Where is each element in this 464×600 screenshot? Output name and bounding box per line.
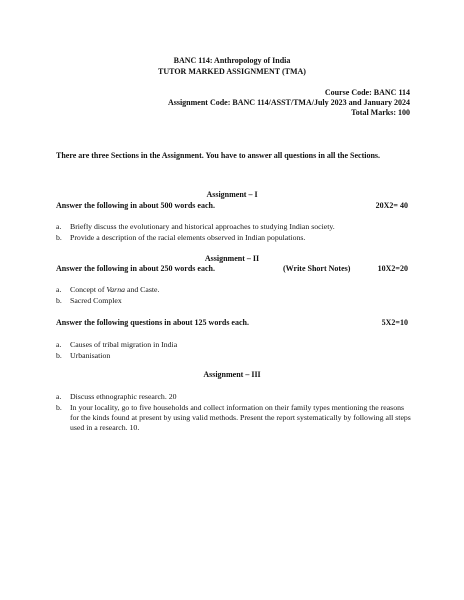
question-text: Provide a description of the racial elements observed in Indian populations.	[70, 233, 306, 242]
question-text: Concept of Varna and Caste.	[70, 285, 160, 294]
question-item	[56, 403, 412, 433]
question-item	[56, 340, 412, 350]
question-letter: a.	[56, 392, 62, 401]
question-letter: b.	[56, 233, 62, 242]
question-letter: a.	[56, 222, 62, 231]
question-item	[56, 392, 412, 402]
instruction-text: Answer the following questions in about 125 words each.	[56, 318, 249, 327]
question-item	[56, 296, 412, 306]
section-heading-2: Assignment – II	[204, 254, 260, 263]
question-letter: b.	[56, 403, 62, 412]
question-text: In your locality, go to five households and collect information on their family types mentioning the reasons for the kinds found at present by using valid methods. Present the report systematically by following all steps used in a research. 10.	[70, 403, 411, 432]
section-heading-1: Assignment – I	[206, 190, 258, 199]
marks-label: 10X2=20	[377, 264, 408, 273]
question-item	[56, 351, 412, 361]
instruction-text: Answer the following in about 500 words each.	[56, 201, 215, 210]
instruction-text: Answer the following in about 250 words each.	[56, 264, 215, 273]
marks-label: 5X2=10	[381, 318, 408, 327]
assignment-type-title: TUTOR MARKED ASSIGNMENT (TMA)	[158, 67, 306, 76]
question-letter: a.	[56, 340, 62, 349]
question-letter: a.	[56, 285, 62, 294]
total-marks: Total Marks: 100	[351, 108, 410, 117]
course-title: BANC 114: Anthropology of India	[173, 56, 291, 65]
assignment-code: Assignment Code: BANC 114/ASST/TMA/July 2023 and January 2024	[167, 98, 410, 107]
intro-instructions: There are three Sections in the Assignment. You have to answer all questions in all the Sections.	[56, 151, 381, 160]
section-2-instruction-2	[56, 318, 408, 328]
question-item	[56, 285, 412, 295]
question-text: Briefly discuss the evolutionary and historical approaches to studying Indian society.	[70, 222, 335, 231]
question-item	[56, 233, 412, 243]
question-item	[56, 222, 412, 232]
question-letter: b.	[56, 351, 62, 360]
section-heading-3: Assignment – III	[203, 370, 261, 379]
question-text: Urbanisation	[70, 351, 111, 360]
question-text: Sacred Complex	[70, 296, 122, 305]
section-2-instruction	[56, 264, 408, 274]
marks-label: 20X2= 40	[375, 201, 408, 210]
question-letter: b.	[56, 296, 62, 305]
instruction-note: (Write Short Notes)	[283, 264, 351, 273]
italic-term: Varna	[106, 285, 126, 294]
question-text: Discuss ethnographic research. 20	[70, 392, 177, 401]
course-code: Course Code: BANC 114	[324, 88, 410, 97]
question-text: Causes of tribal migration in India	[70, 340, 178, 349]
section-1-instruction	[56, 201, 408, 211]
